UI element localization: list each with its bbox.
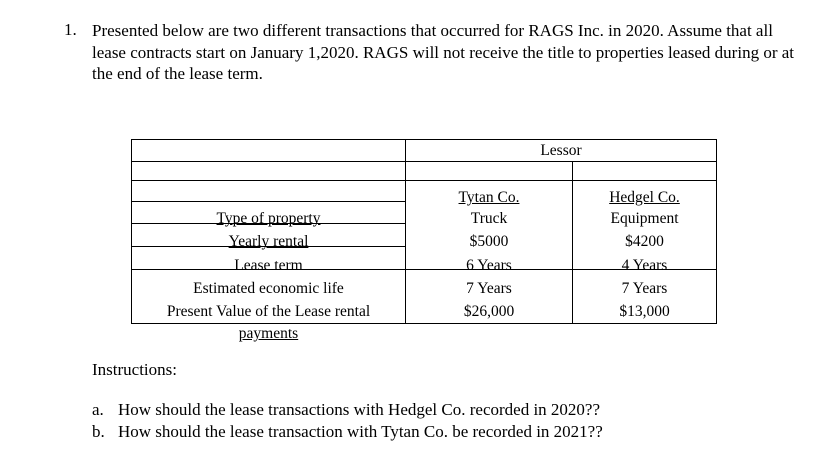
row-label-present-value-line2: payments (238, 325, 299, 342)
hedgel-type-of-property: Equipment (610, 210, 679, 227)
row-label-type-of-property: Type of property (216, 210, 321, 227)
hedgel-column (573, 162, 717, 324)
tytan-lease-term: 6 Years (466, 257, 512, 274)
lessor-header: Lessor (406, 140, 717, 162)
tytan-economic-life: 7 Years (466, 280, 512, 297)
column-header-hedgel: Hedgel Co. (609, 189, 680, 206)
instructions-title: Instructions: (92, 360, 177, 379)
row-separator (573, 180, 716, 181)
instruction-text: How should the lease transactions with Hedgel Co. recorded in 2020?? (118, 400, 601, 419)
row-separator (406, 180, 572, 181)
instruction-item-a (92, 400, 600, 420)
hedgel-lease-term: 4 Years (621, 257, 668, 274)
tytan-type-of-property: Truck (470, 210, 508, 227)
instruction-item-b (92, 422, 603, 442)
instruction-text: How should the lease transaction with Tytan Co. be recorded in 2021?? (118, 422, 603, 441)
row-label-lease-term: Lease term (234, 257, 303, 274)
row-label-economic-life: Estimated economic life (193, 280, 344, 297)
tytan-present-value: $26,000 (463, 303, 515, 320)
hedgel-economic-life: 7 Years (621, 280, 668, 297)
row-separator (132, 180, 405, 181)
row-separator (132, 201, 405, 202)
label-column (132, 162, 406, 342)
hedgel-yearly-rental: $4200 (625, 233, 664, 250)
instruction-letter: b. (92, 422, 105, 441)
table-header-empty-cell (132, 140, 406, 162)
row-label-present-value: Present Value of the Lease rental (166, 303, 371, 320)
instruction-letter: a. (92, 400, 104, 419)
question-number: 1. (64, 20, 77, 39)
hedgel-present-value: $13,000 (619, 303, 670, 320)
question-intro: Presented below are two different transactions that occurred for RAGS Inc. in 2020. Assume that all lease contracts start on January 1,2020. RAGS will not receive the title to properties leased during or at the end of the lease term. (92, 21, 794, 83)
column-header-tytan: Tytan Co. (458, 189, 520, 206)
tytan-yearly-rental: $5000 (469, 233, 509, 250)
lease-table (131, 139, 717, 342)
tytan-column (406, 162, 573, 324)
row-label-yearly-rental: Yearly rental (228, 233, 309, 250)
